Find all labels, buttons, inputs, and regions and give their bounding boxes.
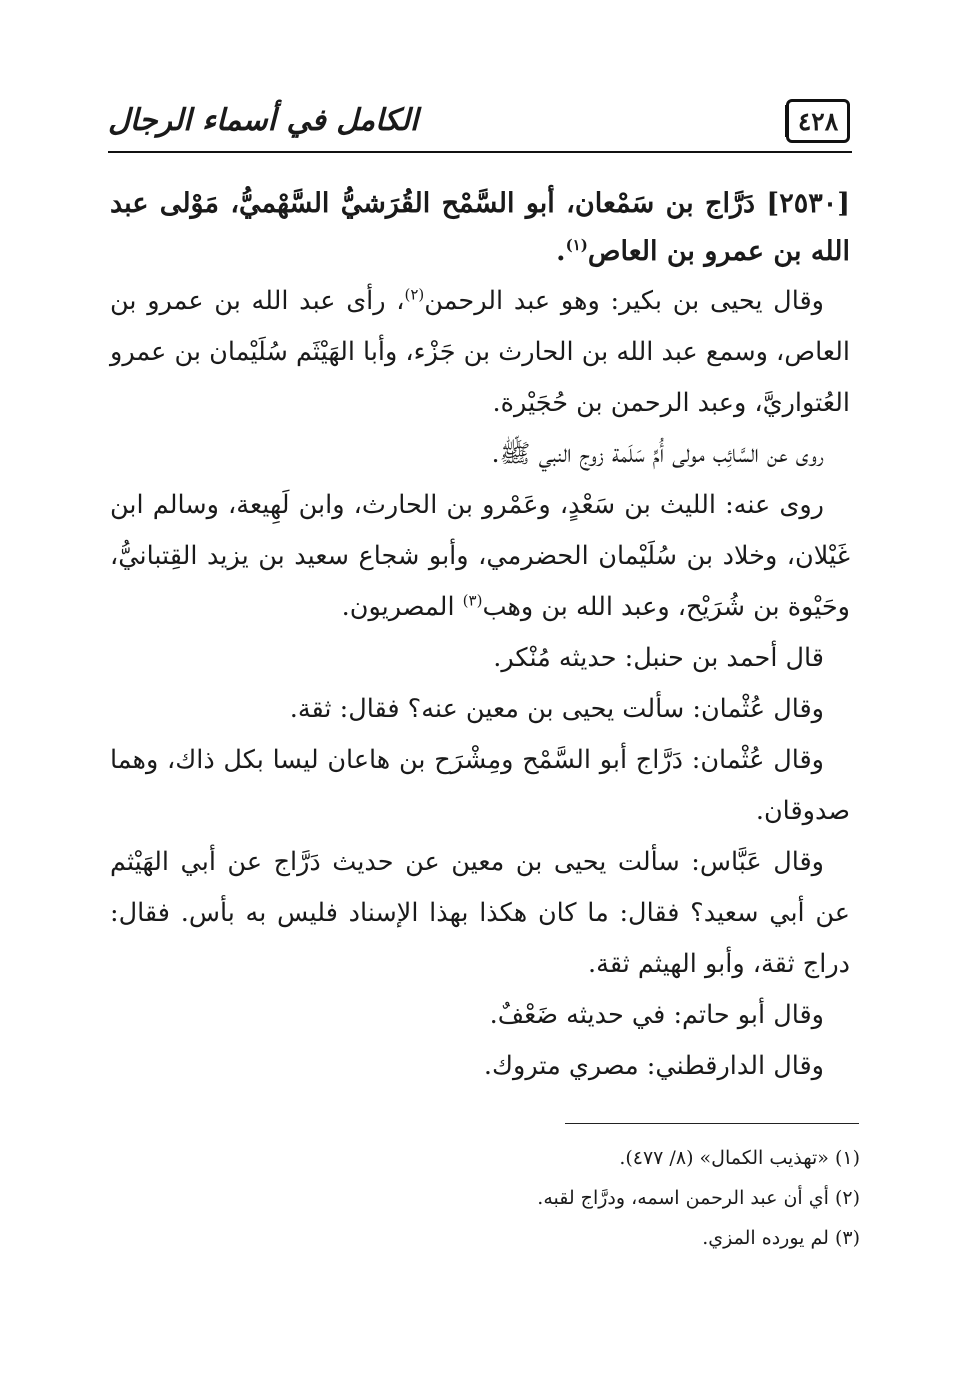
- paragraph: قال أحمد بن حنبل: حديثه مُنْكر.: [493, 643, 824, 673]
- footnotes: [110, 1138, 860, 1258]
- paragraph: وقال عُثْمان: سألت يحيى بن معين عنه؟ فقال: ثقة.: [289, 694, 824, 724]
- entry-number: [٢٥٣٠]: [766, 188, 850, 219]
- footnote-separator: [565, 1123, 859, 1124]
- paragraph: وقال عَبَّاس: سألت يحيى بن معين عن حديث دَرَّاج عن أبي الهَيْثم عن أبي سعيد؟ فقال: ما كان هكذا بهذا الإسناد فليس به بأس. فقال: دراج ثقة، وأبو الهيثم ثقة.: [110, 847, 850, 979]
- page-header: [108, 95, 852, 157]
- book-title: الكامل في أسماء الرجال: [108, 103, 419, 138]
- footnote: (١) «تهذيب الكمال» (٨/ ٤٧٧).: [619, 1147, 860, 1169]
- paragraph: وقال أبو حاتم: في حديثه ضَعْفٌ.: [489, 1000, 824, 1030]
- main-text: [110, 180, 850, 1092]
- paragraph: وقال يحيى بن بكير: وهو عبد الرحمن$^{(٢)}$، رأى عبد الله بن عمرو بن العاص، وسمع عبد الله بن الحارث بن جَزْء، وأبا الهَيْثَم سُلَيْمان بن عمرو العُتواريَّ، وعبد الرحمن بن حُجَيْرة.: [110, 285, 850, 418]
- footnote: (٢) أي أن عبد الرحمن اسمه، ودرَّاج لقبه.: [537, 1187, 860, 1209]
- footnote-ref: (٣): [462, 591, 483, 610]
- footnote: (٣) لم يورده المزي.: [702, 1227, 860, 1249]
- paragraph: وقال عُثْمان: دَرَّاج أبو السَّمْح ومِشْرَح بن هاعان ليسا بكل ذاك، وهما صدوقان.: [110, 745, 850, 826]
- paragraph: روى عنه: الليث بن سَعْدٍ، وعَمْرو بن الحارث، وابن لَهِيعة، وسالم ابن غَيْلان، وخلاد بن سُلَيْمان الحضرمي، وأبو شجاع سعيد بن يزيد القِتبانيُّ، وحَيْوة بن شُرَيْح، وعبد الله بن وهب$^{(٣)}$ المصريون.: [110, 490, 850, 622]
- footnote-ref: (١): [565, 236, 588, 254]
- header-rule: [108, 151, 852, 153]
- page-number: ٤٢٨: [786, 99, 850, 143]
- entry-name: دَرَّاج بن سَمْعان، أبو السَّمْح القُرَشيُّ السَّهْميُّ، مَوْلى عبد الله بن عمرو بن العاص: [110, 188, 850, 267]
- entry-heading: [٢٥٣٠] دَرَّاج بن سَمْعان، أبو السَّمْح القُرَشيُّ السَّهْميُّ، مَوْلى عبد الله بن عمرو بن العاص$^{(١)}$.: [110, 188, 850, 267]
- paragraph: وقال الدارقطني: مصري متروك.: [483, 1051, 824, 1081]
- footnote-ref: (٢): [404, 285, 425, 304]
- paragraph: روى عن السَّائِب مولى أُمِّ سَلَمة زوج النبي ﷺ.: [491, 439, 824, 469]
